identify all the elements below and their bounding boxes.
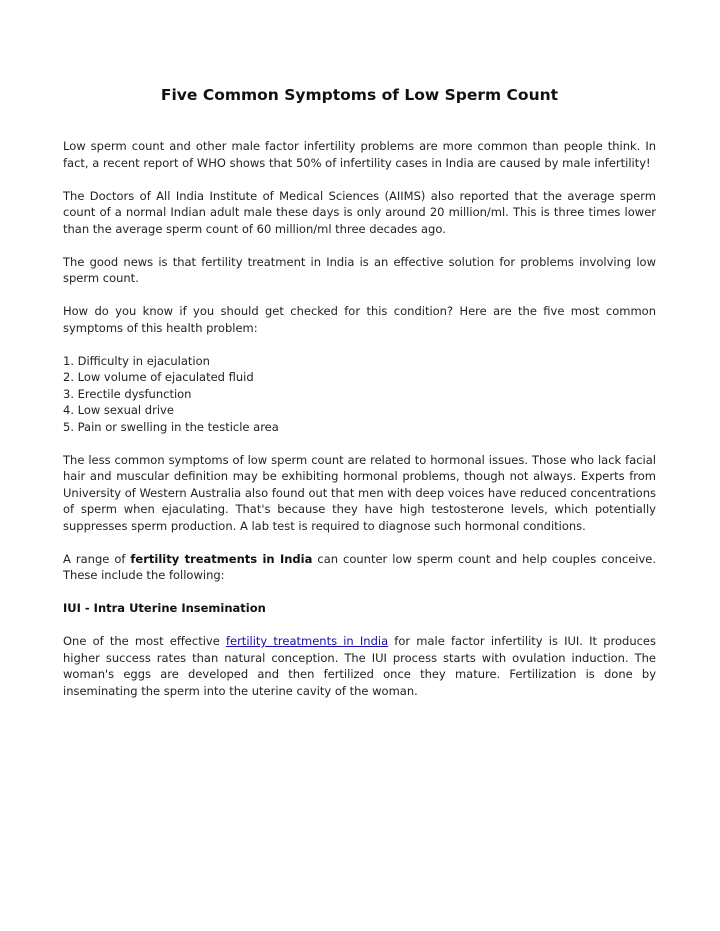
document-page: [63, 86, 656, 716]
iui-text-after: for male factor infertility is IUI. It produces higher success rates than natural conception. The IUI process starts with ovulation induction. The woman's eggs are developed and then fertilized once they mature. Fertilization is done by inseminating the sperm into the uterine cavity of the woman.: [63, 634, 656, 698]
iui-heading: IUI - Intra Uterine Insemination: [63, 601, 266, 615]
good-news-paragraph: The good news is that fertility treatment in India is an effective solution for problems involving low sperm count.: [63, 254, 656, 285]
aiims-paragraph: The Doctors of All India Institute of Medical Sciences (AIIMS) also reported that the average sperm count of a normal Indian adult male these days is only around 20 million/ml. This is three times lower than the average sperm count of 60 million/ml three decades ago.: [63, 188, 656, 236]
list-item: 1. Difficulty in ejaculation: [63, 353, 210, 368]
list-item: 3. Erectile dysfunction: [63, 386, 192, 401]
treatments-text-before: A range of: [63, 551, 131, 566]
list-item: 4. Low sexual drive: [63, 403, 174, 417]
symptoms-list: [63, 353, 656, 436]
question-paragraph: How do you know if you should get checked for this condition? Here are the five most common symptoms of this health problem:: [63, 304, 656, 335]
list-item: 5. Pain or swelling in the testicle area: [63, 419, 279, 434]
iui-paragraph: [63, 633, 656, 699]
fertility-treatments-link[interactable]: fertility treatments in India: [225, 634, 389, 648]
hormonal-paragraph: The less common symptoms of low sperm count are related to hormonal issues. Those who lack facial hair and muscular definition may be exhibiting hormonal problems, though not always. Experts from University of Western Australia also found out that men with deep voices have reduced concentrations of sperm when ejaculating. That's because they have high testosterone levels, which potentially suppresses sperm production. A lab test is required to diagnose such hormonal conditions.: [63, 452, 656, 533]
intro-paragraph: Low sperm count and other male factor infertility problems are more common than people think. In fact, a recent report of WHO shows that 50% of infertility cases in India are caused by male infertility!: [63, 139, 656, 170]
page-title: Five Common Symptoms of Low Sperm Count: [160, 86, 559, 104]
treatments-text-after: can counter low sperm count and help couples conceive. These include the following:: [63, 551, 656, 582]
iui-text-before: One of the most effective: [63, 634, 226, 648]
treatments-paragraph: [63, 551, 656, 584]
list-item: 2. Low volume of ejaculated fluid: [63, 370, 254, 384]
treatments-bold-phrase: fertility treatments in India: [130, 551, 313, 566]
